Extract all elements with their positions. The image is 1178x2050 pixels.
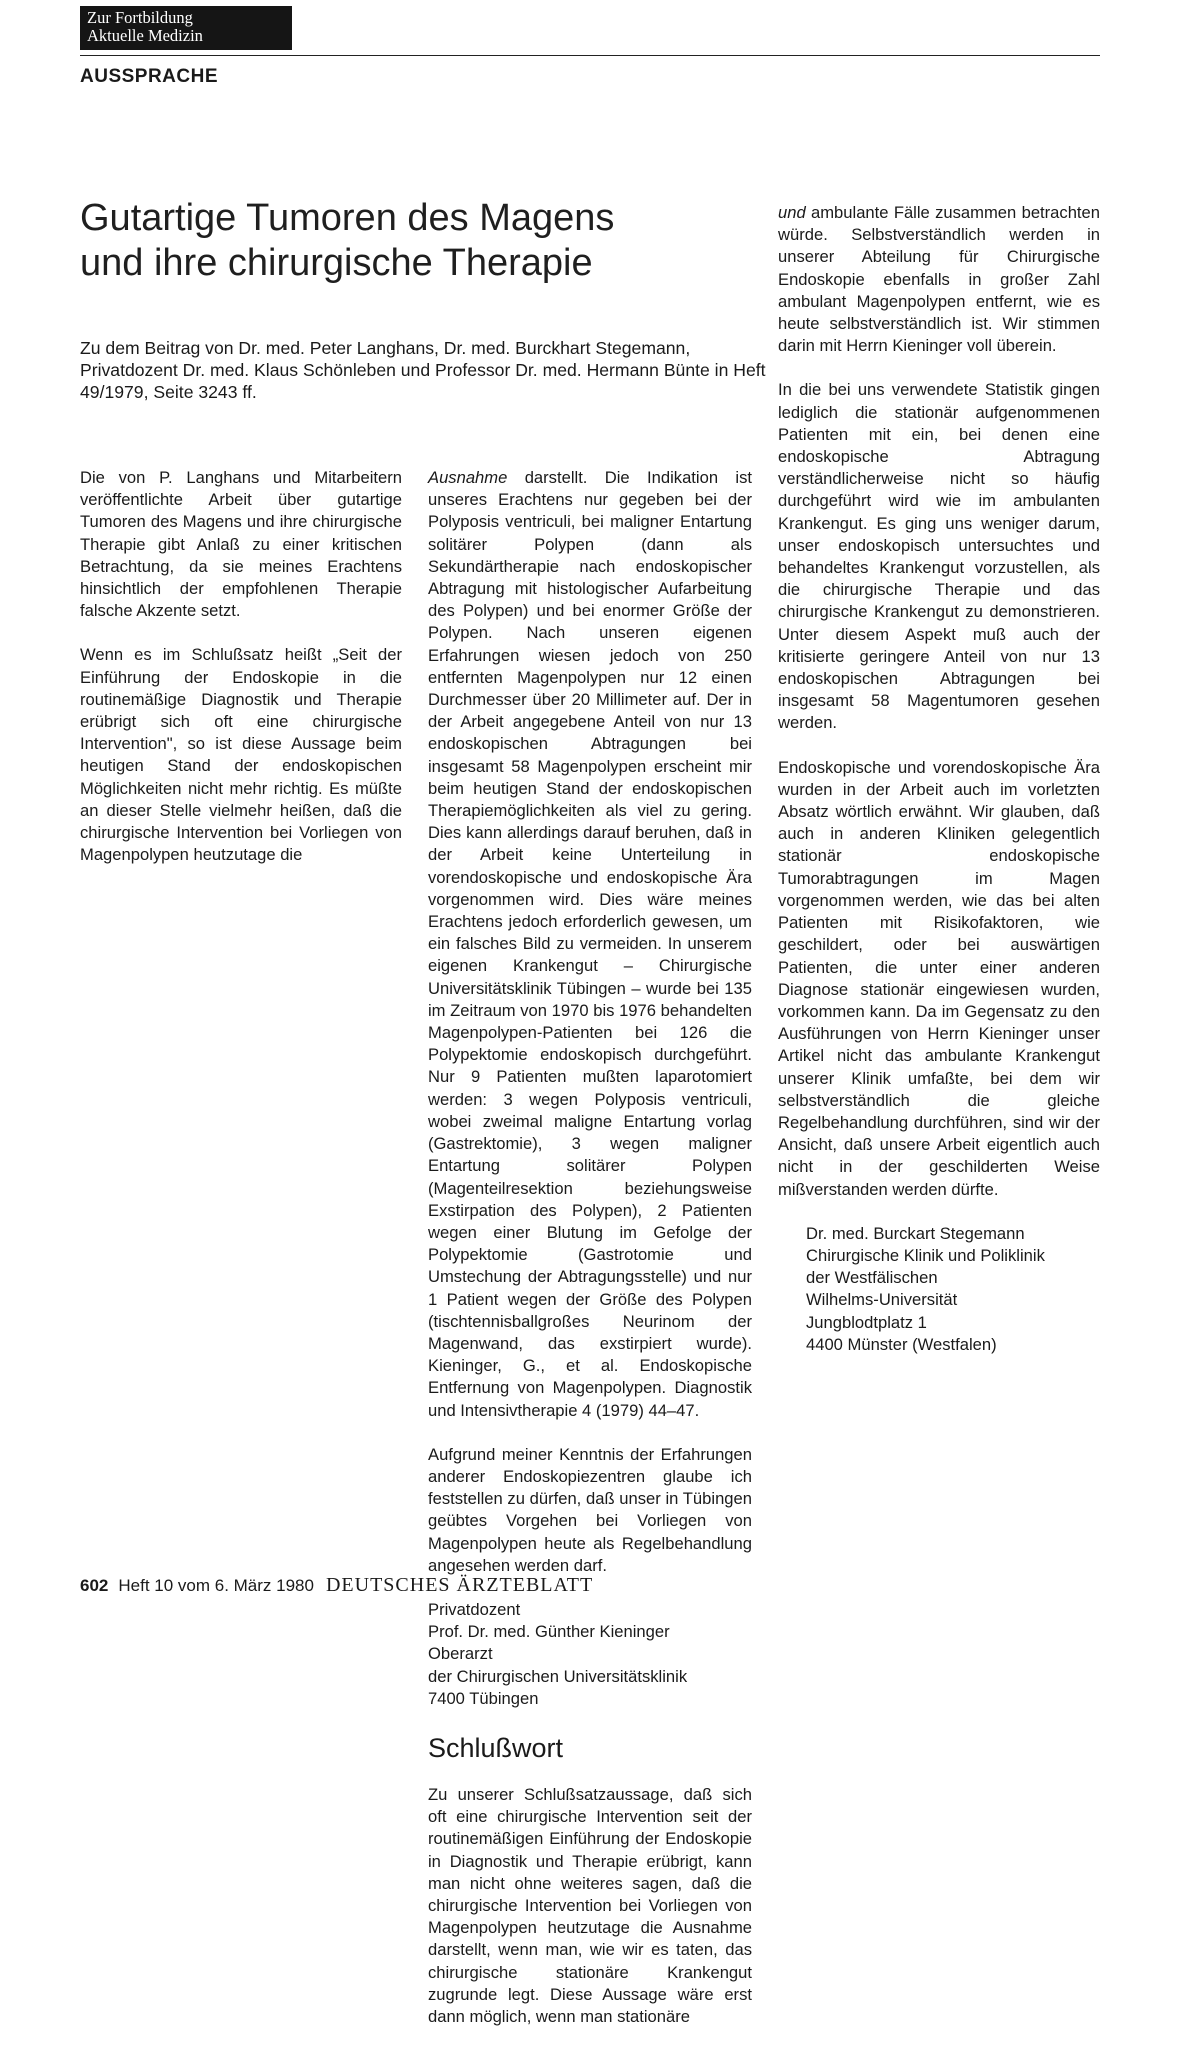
reply-signature-line2: Chirurgische Klinik und Poliklinik (806, 1245, 1045, 1265)
section-label: AUSSPRACHE (80, 66, 219, 87)
reply-paragraph-1 (428, 1784, 752, 2028)
article-title-line2: und ihre chirurgische Therapie (80, 242, 593, 284)
letter-paragraph-2-emphasis: Ausnahme (428, 468, 508, 487)
series-tag-line1: Zur Fortbildung (87, 8, 193, 27)
issue-info: Heft 10 vom 6. März 1980 (118, 1576, 314, 1595)
series-tag-line2: Aktuelle Medizin (87, 26, 203, 45)
reply-paragraph-2: In die bei uns verwendete Statistik gingen lediglich die stationär aufgenommenen Patienten mit ein, bei denen eine endoskopische Abtragung verständlicherweise nicht so häufig durchgeführt wird wie im ambulanten Krankengut. Es ging uns weniger darum, unser endoskopisch untersuchtes und behandeltes Krankengut vorzustellen, als die chirurgische Therapie und das chirurgische Krankengut zu demonstrieren. Unter diesem Aspekt muß auch der kritisierte geringere Anteil von nur 13 endoskopischen Abtragungen bei insgesamt 58 Magentumoren gesehen werden. (778, 380, 1100, 733)
reply-heading: Schlußwort (428, 1732, 564, 1763)
series-tag (80, 6, 292, 50)
letter-paragraph-1: Die von P. Langhans und Mitarbeitern veröffentlichte Arbeit über gutartige Tumoren des Magens und ihre chirurgische Therapie gibt Anlaß zu einer kritischen Betrachtung, da sie meines Erachtens hinsichtlich der empfohlenen Therapie falsche Akzente setzt. (80, 468, 402, 621)
letter-paragraph-2-part-b: darstellt. Die Indikation ist unseres Erachtens nur gegeben bei der Polyposis ventriculi, bei maligner Entartung solitärer Polypen (dann als Sekundärtherapie nach endoskopischer Abtragung mit histologischer Aufarbeitung des Polypen) und bei enormer Größe der Polypen. Nach unseren eigenen Erfahrungen wiesen jedoch von 250 entfernten Magenpolypen nur 12 einen Durchmesser über 20 Millimeter auf. Der in der Arbeit angegebene Anteil von nur 13 endoskopischen Abtragungen bei insgesamt 58 Magenpolypen erscheint mir beim heutigen Stand der endoskopischen Therapiemöglichkeiten als viel zu gering. Dies kann allerdings darauf beruhen, daß in der Arbeit keine Unterteilung in vorendoskopische und endoskopische Ära vorgenommen wird. Dies wäre meines Erachtens jedoch erforderlich gewesen, um ein falsches Bild zu vermeiden. In unserem eigenen Krankengut – Chirurgische Universitätsklinik Tübingen – wurde bei 135 im Zeitraum von 1970 bis 1976 behandelten Magenpolypen-Patienten bei 126 die Polypektomie endoskopisch durchgeführt. Nur 9 Patienten mußten laparotomiert werden: 3 wegen Polyposis ventriculi, wobei zweimal maligne Entartung vorlag (Gastrektomie), 3 wegen maligner Entartung solitärer Polypen (Magenteilresektion beziehungsweise Exstirpation des Polypen), 2 Patienten wegen einer Blutung im Gefolge der Polypektomie (Gastrotomie und Umstechung der Abtragungsstelle) und nur 1 Patient wegen der Größe des Polypen (tischtennisballgroßes Neurinom der Magenwand, das exstirpiert wurde). Kieninger, G., et al. Endoskopische Entfernung von Magenpolypen. Diagnostik und Intensivtherapie 4 (1979) 44–47. (428, 468, 752, 1420)
reply-paragraph-1-emphasis: und (778, 203, 806, 222)
letter-signature (428, 1599, 752, 1710)
letter-paragraph-2-continued (428, 467, 752, 1422)
reply-signature-line3: der Westfälischen (806, 1268, 938, 1288)
reply-signature-line4: Wilhelms-Universität (806, 1290, 958, 1310)
reply-signature-line6: 4400 Münster (Westfalen) (806, 1334, 997, 1354)
reply-signature (778, 1223, 1100, 1356)
article-title-line1: Gutartige Tumoren des Magens (80, 197, 615, 239)
letter-signature-line5: 7400 Tübingen (428, 1688, 539, 1708)
letter-signature-line1: Privatdozent (428, 1599, 521, 1619)
page-footer (80, 1574, 593, 1597)
letter-signature-line3: Oberarzt (428, 1644, 493, 1664)
body-column-2 (428, 467, 752, 2050)
body-column-1 (80, 467, 402, 888)
reply-paragraph-3: Endoskopische und vorendoskopische Ära wurden in der Arbeit auch im vorletzten Absatz wörtlich erwähnt. Wir glauben, daß auch in anderen Kliniken gelegentlich stationär endoskopische Tumorabtragungen im Magen vorgenommen werden, wie das bei alten Patienten mit Risikofaktoren, wie geschildert, oder bei auswärtigen Patienten, die unter einer anderen Diagnose stationär eingewiesen wurden, vorkommen kann. Da im Gegensatz zu den Ausführungen von Herrn Kieninger unser Artikel nicht das ambulante Krankengut unserer Klinik umfaßte, bei dem wir selbstverständlich die gleiche Regelbehandlung durchführen, sind wir der Ansicht, daß unsere Arbeit eigentlich auch nicht in der geschilderten Weise mißverstanden werden dürfte. (778, 757, 1100, 1199)
letter-paragraph-2-part-a: Wenn es im Schlußsatz heißt „Seit der Einführung der Endoskopie in die routinemäßige Diagnostik und Therapie erübrigt sich oft eine chirurgische Intervention", so ist diese Aussage beim heutigen Stand der endoskopischen Möglichkeiten nicht mehr richtig. Es müßte an dieser Stelle vielmehr heißen, daß die chirurgische Intervention bei Vorliegen von Magenpolypen heutzutage die (80, 645, 402, 865)
letter-signature-line4: der Chirurgischen Universitätsklinik (428, 1666, 688, 1686)
reply-signature-line5: Jungblodtplatz 1 (806, 1312, 927, 1332)
reply-paragraph-1-continued (778, 202, 1100, 357)
letter-paragraph-2 (80, 644, 402, 866)
journal-name: DEUTSCHES ÄRZTEBLATT (325, 1574, 594, 1596)
header-rule (80, 55, 1100, 56)
article-intro: Zu dem Beitrag von Dr. med. Peter Langhans, Dr. med. Burckhart Stegemann, Privatdozent Dr. med. Klaus Schönleben und Professor Dr. med. Hermann Bünte in Heft 49/1979, Seite 3243 ff. (80, 338, 766, 402)
body-column-3 (778, 202, 1100, 1378)
article-title (80, 196, 760, 286)
reply-signature-line1: Dr. med. Burckart Stegemann (806, 1223, 1025, 1243)
letter-paragraph-3: Aufgrund meiner Kenntnis der Erfahrungen anderer Endoskopiezentren glaube ich feststellen zu dürfen, daß unser in Tübingen geübtes Vorgehen bei Vorliegen von Magenpolypen heute als Regelbehandlung angesehen werden darf. (428, 1444, 752, 1575)
reply-paragraph-1-part-b: ambulante Fälle zusammen betrachten würde. Selbstverständlich werden in unserer Abteilung für Chirurgische Endoskopie ebenfalls in großer Zahl ambulant Magenpolypen entfernt, wie es heute selbstverständlich ist. Wir stimmen darin mit Herrn Kieninger voll überein. (778, 203, 1100, 356)
letter-signature-line2: Prof. Dr. med. Günther Kieninger (428, 1622, 670, 1642)
page-number: 602 (80, 1576, 109, 1595)
reply-paragraph-1-part-a: Zu unserer Schlußsatzaussage, daß sich oft eine chirurgische Intervention seit der routinemäßigen Einführung der Endoskopie in Diagnostik und Therapie erübrigt, kann man nicht ohne weiteres sagen, daß die chirurgische Intervention bei Vorliegen von Magenpolypen heutzutage die Ausnahme darstellt, wenn man, wie wir es taten, das chirurgische stationäre Krankengut zugrunde legt. Diese Aussage wäre erst dann möglich, wenn man stationäre (428, 1784, 752, 2026)
